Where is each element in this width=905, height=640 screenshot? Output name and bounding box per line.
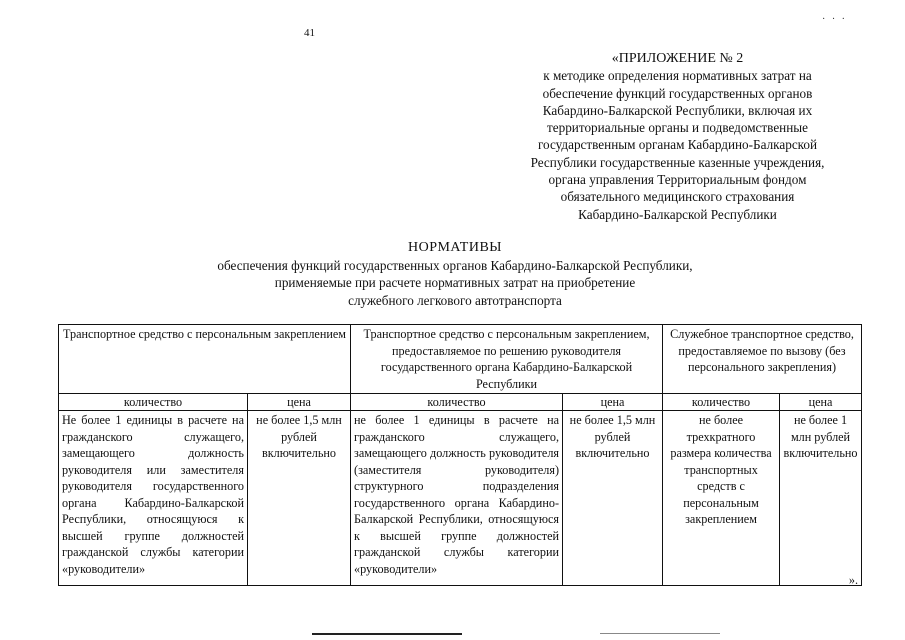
appendix-line: к методике определения нормативных затрат на [543, 68, 812, 84]
appendix-line: Республики государственные казенные учреждения, [530, 154, 825, 170]
appendix-line: обеспечение функций государственных органов [542, 85, 813, 101]
appendix-line: органа управления Территориальным фондом [548, 172, 807, 188]
normatives-title: НОРМАТИВЫ [407, 240, 503, 255]
appendix-line: территориальные органы и подведомственные [547, 120, 808, 136]
table-row [59, 411, 862, 586]
column-header-price: цена [780, 394, 862, 411]
column-header-quantity: количество [59, 394, 248, 411]
price-on-call-container [783, 412, 859, 587]
bottom-scan-line [600, 633, 720, 634]
appendix-title: «ПРИЛОЖЕНИЕ № 2 [611, 51, 744, 66]
group-header-by-decision: Транспортное средство с персональным закреплением, предоставляемое по решению руководителя государственного органа Кабардино-Балкарской Республики [351, 325, 663, 394]
normatives-heading [60, 239, 850, 309]
appendix-line: Кабардино-Балкарской Республики, включая их [542, 102, 813, 118]
page-number: 41 [304, 27, 315, 39]
appendix-line: обязательного медицинского страхования [560, 189, 795, 205]
appendix-line: Кабардино-Балкарской Республики [578, 206, 777, 222]
normatives-subtitle-line: обеспечения функций государственных органов Кабардино-Балкарской Республики, [217, 257, 693, 273]
table-column-header-row [59, 394, 862, 411]
table-cell-price-on-call: не более 1 млн рублей включительно [783, 413, 858, 460]
table-cell-quantity-by-decision: не более 1 единицы в расчете на гражданского служащего, замещающего должность руководителя (заместителя руководителя) структурного подразделения государственного органа Кабардино-Балкарской Республики, относящуюся к высшей группе должностей гражданской службы категории «руководители» [351, 411, 563, 586]
column-header-price: цена [248, 394, 351, 411]
normatives-table [58, 324, 862, 586]
table-cell-quantity-personal: Не более 1 единицы в расчете на гражданского служащего, замещающего должность руководителя или заместителя руководителя государственного органа Кабардино-Балкарской Республики, относящуюся к высшей группе должностей гражданской службы категории «руководители» [59, 411, 248, 586]
closing-quote-mark: ». [848, 572, 859, 587]
column-header-quantity: количество [351, 394, 563, 411]
appendix-header [500, 50, 855, 223]
corner-marks: · · · [822, 14, 847, 25]
column-header-price: цена [563, 394, 663, 411]
normatives-subtitle-line: применяемые при расчете нормативных затрат на приобретение [274, 275, 636, 290]
table-cell-price-on-call-wrapper [780, 411, 862, 586]
column-header-quantity: количество [663, 394, 780, 411]
appendix-line: государственным органам Кабардино-Балкарской [537, 137, 818, 153]
normatives-subtitle-line: служебного легкового автотранспорта [348, 292, 562, 308]
table-cell-price-personal: не более 1,5 млн рублей включительно [248, 411, 351, 586]
group-header-personal: Транспортное средство с персональным закреплением [59, 325, 351, 394]
group-header-on-call: Служебное транспортное средство, предоставляемое по вызову (без персонального закрепления) [663, 325, 862, 394]
bottom-scan-line [312, 633, 462, 635]
table-group-header-row [59, 325, 862, 394]
table-cell-price-by-decision: не более 1,5 млн рублей включительно [563, 411, 663, 586]
table-cell-quantity-on-call: не более трехкратного размера количества транспортных средств с персональным закреплением [663, 411, 780, 586]
